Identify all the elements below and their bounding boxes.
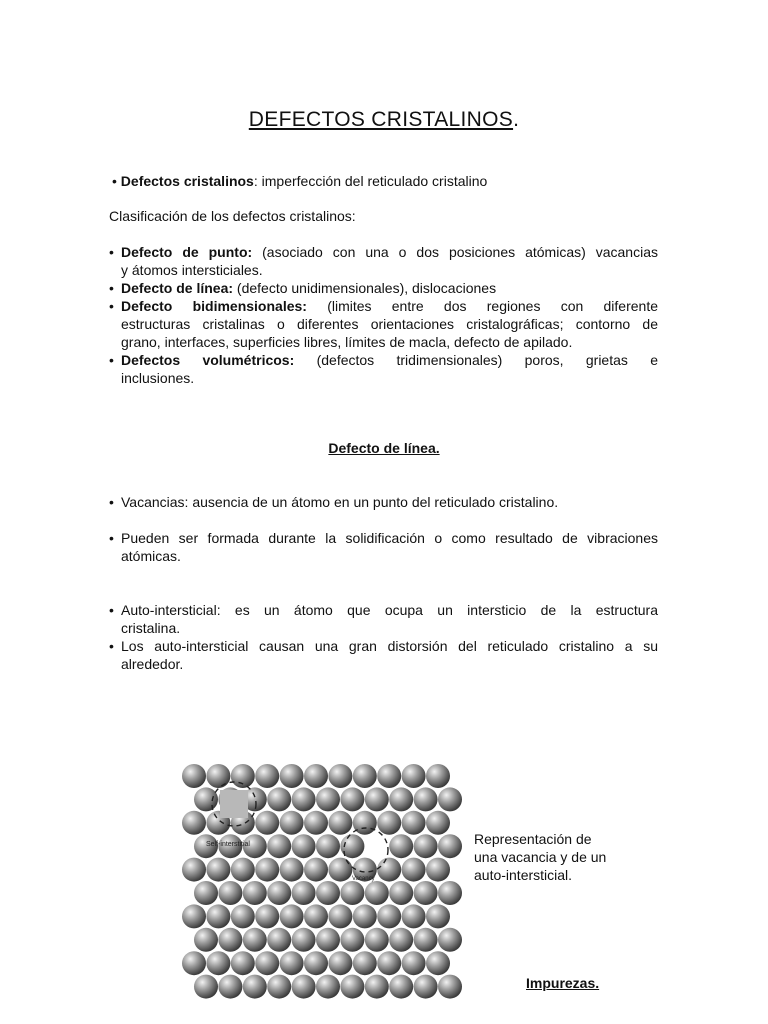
list-item-vacancias xyxy=(109,493,658,511)
atom xyxy=(353,811,377,835)
atom xyxy=(389,928,413,952)
intro-definition-text: : imperfección del reticulado cristalino xyxy=(253,173,488,189)
atom xyxy=(353,904,377,928)
atom xyxy=(206,764,230,788)
bullet: • xyxy=(109,602,114,618)
atom xyxy=(328,858,352,882)
intro-term: Defectos cristalinos xyxy=(120,173,254,189)
self-interstitial-label: Self-interstitial xyxy=(206,841,250,848)
atom xyxy=(231,951,255,975)
atom xyxy=(304,764,328,788)
atom xyxy=(402,764,426,788)
list-item-line xyxy=(121,351,658,369)
atom xyxy=(340,881,364,905)
atom xyxy=(438,881,462,905)
atom xyxy=(255,951,279,975)
term-bold: Defecto bidimensionales: xyxy=(121,298,307,314)
atom xyxy=(255,858,279,882)
atom xyxy=(218,881,242,905)
bullet: • xyxy=(109,530,114,546)
atom xyxy=(438,928,462,952)
list-item-defecto-linea xyxy=(109,279,658,297)
atom xyxy=(426,764,450,788)
atom xyxy=(414,928,438,952)
atom xyxy=(365,881,389,905)
atom xyxy=(255,811,279,835)
atom xyxy=(292,881,316,905)
title-text: DEFECTOS CRISTALINOS xyxy=(248,108,514,131)
atom xyxy=(194,881,218,905)
bullet: • xyxy=(109,638,114,654)
title-dot: . xyxy=(513,108,520,131)
caption-line: Representación de xyxy=(474,831,592,847)
list-item-formacion xyxy=(109,529,658,565)
lattice-figure xyxy=(180,762,462,1008)
atom xyxy=(414,787,438,811)
atom xyxy=(206,951,230,975)
atom xyxy=(218,928,242,952)
atom xyxy=(377,904,401,928)
atom xyxy=(414,881,438,905)
atom xyxy=(402,904,426,928)
atom xyxy=(280,904,304,928)
figure-caption xyxy=(474,830,654,884)
atom xyxy=(316,975,340,999)
atom xyxy=(231,858,255,882)
atom xyxy=(365,975,389,999)
list-item-line: y átomos intersticiales. xyxy=(121,262,263,278)
page-title xyxy=(0,108,768,132)
atom xyxy=(182,811,206,835)
list-item-line: atómicas. xyxy=(121,548,181,564)
atom xyxy=(328,951,352,975)
atom xyxy=(280,764,304,788)
atom xyxy=(280,951,304,975)
atom xyxy=(328,904,352,928)
atom xyxy=(206,904,230,928)
atom xyxy=(304,858,328,882)
atom xyxy=(365,928,389,952)
atom xyxy=(182,904,206,928)
atom xyxy=(438,834,462,858)
term-bold: Defecto de punto: xyxy=(121,244,253,260)
atom xyxy=(377,811,401,835)
atom xyxy=(292,787,316,811)
atom xyxy=(280,858,304,882)
atom xyxy=(267,881,291,905)
term-bold: Defectos volumétricos: xyxy=(121,352,295,368)
atom xyxy=(243,928,267,952)
term-bold: Defecto de línea: xyxy=(121,280,234,296)
atom xyxy=(267,834,291,858)
atom xyxy=(414,834,438,858)
atom xyxy=(292,975,316,999)
atom xyxy=(365,787,389,811)
intro-definition xyxy=(112,172,487,190)
atom xyxy=(292,928,316,952)
atom xyxy=(267,975,291,999)
atom xyxy=(328,811,352,835)
atom xyxy=(267,928,291,952)
item-text: (defecto unidimensionales), dislocaciones xyxy=(233,280,497,296)
atom xyxy=(292,834,316,858)
atom xyxy=(426,951,450,975)
list-item-defecto-punto xyxy=(109,243,658,279)
bullet: • xyxy=(109,244,114,260)
atom xyxy=(426,904,450,928)
atom xyxy=(414,975,438,999)
atom xyxy=(304,904,328,928)
classification-line: Clasificación de los defectos cristalinos: xyxy=(109,208,356,224)
bullet: • xyxy=(109,352,114,368)
bullet: • xyxy=(109,280,114,296)
atom xyxy=(340,787,364,811)
atom xyxy=(353,951,377,975)
atom xyxy=(438,975,462,999)
list-item-line: Vacancias: ausencia de un átomo en un punto del reticulado cristalino. xyxy=(121,494,559,510)
atom xyxy=(194,787,218,811)
atom xyxy=(426,811,450,835)
list-item-line: alrededor. xyxy=(121,656,184,672)
list-item-line: Auto-intersticial: es un átomo que ocupa un intersticio de la estructura xyxy=(121,602,658,618)
vacancy-label: Vacancy xyxy=(352,876,375,882)
atom xyxy=(255,764,279,788)
atom xyxy=(182,764,206,788)
list-item-defecto-volumetrico xyxy=(109,351,658,387)
atom xyxy=(377,764,401,788)
atom xyxy=(389,975,413,999)
atom xyxy=(304,811,328,835)
atom xyxy=(402,951,426,975)
atom xyxy=(389,834,413,858)
atom xyxy=(402,858,426,882)
atom xyxy=(340,975,364,999)
list-item-line: estructuras cristalinas o diferentes orientaciones cristalográficas; contorno de xyxy=(121,316,658,332)
atom xyxy=(218,975,242,999)
section-heading xyxy=(0,440,768,456)
list-item-line: cristalina. xyxy=(121,620,181,636)
atom xyxy=(377,858,401,882)
atom xyxy=(402,811,426,835)
list-item-defecto-bidimensional xyxy=(109,297,658,351)
list-item-line: Los auto-intersticial causan una gran distorsión del reticulado cristalino a su xyxy=(121,638,658,654)
atom xyxy=(194,975,218,999)
atom xyxy=(182,951,206,975)
intro-bullet: • xyxy=(112,173,117,189)
atom xyxy=(243,881,267,905)
atom xyxy=(438,787,462,811)
atom xyxy=(255,904,279,928)
list-item-line xyxy=(121,243,658,261)
atom xyxy=(340,928,364,952)
atom xyxy=(377,951,401,975)
list-item-distorsion xyxy=(109,637,658,673)
atom xyxy=(194,928,218,952)
impurezas-heading: Impurezas. xyxy=(526,975,600,991)
item-text: (limites entre dos regiones con diferente xyxy=(306,298,658,314)
atom xyxy=(182,858,206,882)
list-item-line: inclusiones. xyxy=(121,370,195,386)
bullet: • xyxy=(109,298,114,314)
list-item-line: Pueden ser formada durante la solidificación o como resultado de vibraciones xyxy=(121,530,658,546)
item-text: (defectos tridimensionales) poros, grietas e xyxy=(294,352,658,368)
atom xyxy=(206,858,230,882)
atom xyxy=(304,951,328,975)
atom xyxy=(267,787,291,811)
list-item-line xyxy=(121,279,658,297)
list-item-line xyxy=(121,297,658,315)
caption-line: auto-intersticial. xyxy=(474,867,573,883)
section-heading-text: Defecto de línea. xyxy=(328,440,440,456)
atom xyxy=(316,881,340,905)
atom xyxy=(316,834,340,858)
list-item-line: grano, interfaces, superficies libres, límites de macla, defecto de apilado. xyxy=(121,334,573,350)
bullet: • xyxy=(109,494,114,510)
atom xyxy=(280,811,304,835)
list-item-auto-intersticial xyxy=(109,601,658,637)
caption-line: una vacancia y de un xyxy=(474,849,607,865)
atom xyxy=(389,881,413,905)
self-interstitial-atom xyxy=(220,790,248,818)
atom xyxy=(316,928,340,952)
atom xyxy=(389,787,413,811)
atom xyxy=(328,764,352,788)
atom xyxy=(316,787,340,811)
atom xyxy=(426,858,450,882)
atom xyxy=(353,764,377,788)
atom xyxy=(243,975,267,999)
atom xyxy=(231,904,255,928)
item-text: (asociado con una o dos posiciones atómicas) vacancias xyxy=(252,244,658,260)
